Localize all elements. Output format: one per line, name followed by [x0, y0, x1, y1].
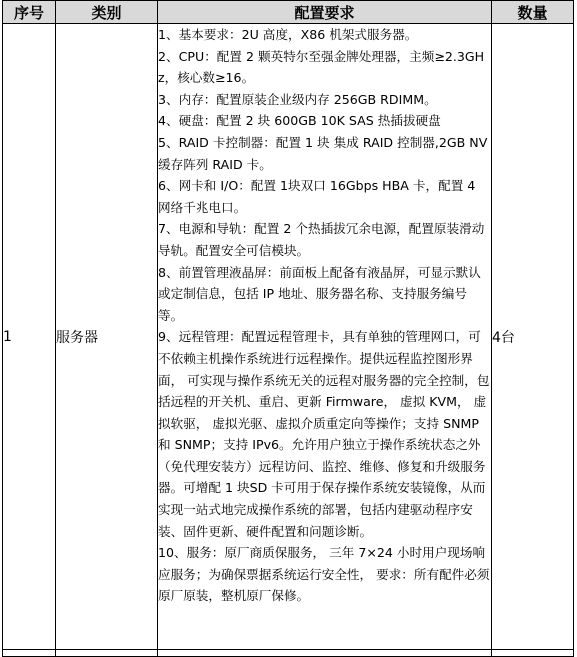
table-row-partial	[3, 650, 574, 657]
requirement-item: 1、基本要求：2U 高度，X86 机架式服务器。	[158, 27, 418, 42]
table-row	[3, 24, 574, 650]
partial-cell	[56, 650, 158, 657]
header-config: 配置要求	[158, 1, 492, 24]
requirement-item: 3、内存：配置原装企业级内存 256GB RDIMM。	[158, 91, 437, 107]
header-category: 类别	[56, 1, 158, 24]
requirement-item: 10、服务：原厂商质保服务， 三年 7×24 小时用户现场响应服务；为确保票据系统运行安全性， 要求：所有配件必须原厂原装，整机原厂保修。	[158, 545, 490, 604]
row-quantity: 4台	[492, 24, 574, 650]
partial-cell	[492, 650, 574, 657]
partial-cell	[158, 650, 492, 657]
requirement-item: 2、CPU：配置 2 颗英特尔至强金牌处理器，主频≥2.3GHz，核心数≥16。	[158, 48, 485, 86]
header-quantity: 数量	[492, 1, 574, 24]
requirements-table	[2, 0, 574, 657]
header-index: 序号	[3, 1, 56, 24]
requirement-item: 6、网卡和 I/O：配置 1块双口 16Gbps HBA 卡，配置 4 网络千兆电口。	[158, 178, 476, 215]
row-index: 1	[3, 24, 56, 650]
header-row	[3, 1, 574, 24]
requirement-item: 4、硬盘：配置 2 块 600GB 10K SAS 热插拔硬盘	[158, 113, 441, 129]
partial-cell	[3, 650, 56, 657]
requirement-item: 5、RAID 卡控制器：配置 1 块 集成 RAID 控制器,2GB NV 缓存阵列 RAID 卡。	[158, 134, 488, 172]
row-category: 服务器	[56, 24, 158, 650]
requirement-item: 8、前置管理液晶屏：前面板上配备有液晶屏，可显示默认或定制信息，包括 IP 地址、服务器名称、支持服务编号等。	[158, 264, 481, 323]
requirement-item: 9、远程管理：配置远程管理卡，具有单独的管理网口，可不依赖主机操作系统进行远程操作。提供远程监控图形界面， 可实现与操作系统无关的远程对服务器的完全控制，包括远程的开关机、重启、更新 Firmware， 虚拟 KVM， 虚拟软驱， 虚拟光驱、虚拟介质重定向等操作；支持 SNMP 和 SNMP；支持 IPv6。允许用户独立于操作系统状态之外（免代理安装方）远程访问、监控、维修、修复和升级服务器。可增配 1 块SD 卡可用于保存操作系统安装镜像，从而实现一站式地完成操作系统的部署，包括内建驱动程序安装、固件更新、硬件配置和问题诊断。	[158, 329, 490, 539]
config-requirements-cell	[158, 24, 492, 650]
requirement-item: 7、电源和导轨：配置 2 个热插拔冗余电源，配置原装滑动导轨。配置安全可信模块。	[158, 221, 485, 258]
